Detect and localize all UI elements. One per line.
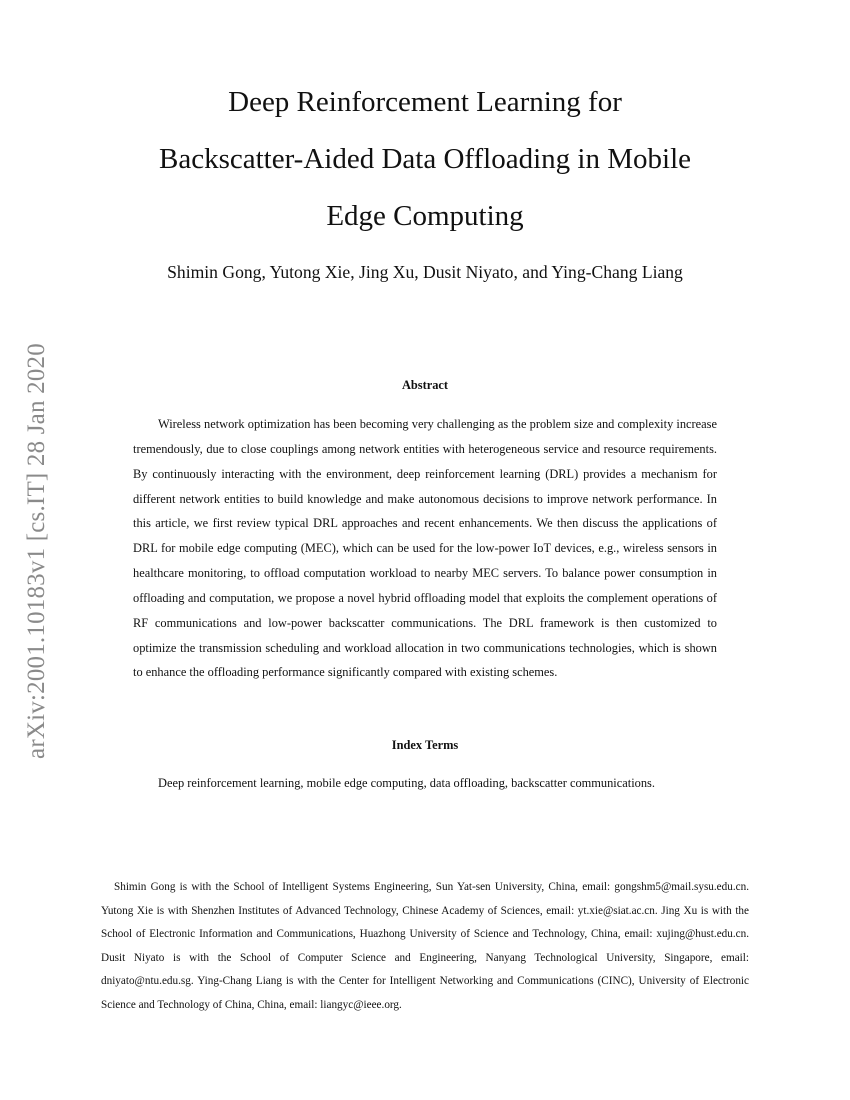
paper-title <box>60 74 790 245</box>
arxiv-identifier: arXiv:2001.10183v1 [cs.IT] 28 Jan 2020 <box>23 343 50 759</box>
arxiv-stamp <box>20 312 54 790</box>
index-terms-body: Deep reinforcement learning, mobile edge computing, data offloading, backscatter communications. <box>158 776 655 790</box>
author-list: Shimin Gong, Yutong Xie, Jing Xu, Dusit Niyato, and Ying-Chang Liang <box>167 262 683 282</box>
title-line: Edge Computing <box>326 200 524 232</box>
author-affiliations-footnote: Shimin Gong is with the School of Intelligent Systems Engineering, Sun Yat-sen University, China, email: gongshm5@mail.sysu.edu.cn. Yutong Xie is with Shenzhen Institutes of Advanced Technology, Chinese Academy of Sciences, email: yt.xie@siat.ac.cn. Jing Xu is with the School of Electronic Information and Communications, Huazhong University of Science and Technology, China, email: xujing@hust.edu.cn. Dusit Niyato is with the School of Computer Science and Engineering, Nanyang Technological University, Singapore, email: dniyato@ntu.edu.sg. Ying-Chang Liang is with the Center for Intelligent Networking and Communications (CINC), University of Electronic Science and Technology of China, China, email: liangyc@ieee.org. <box>101 881 749 1011</box>
abstract-heading: Abstract <box>401 378 449 392</box>
title-line: Backscatter-Aided Data Offloading in Mobile <box>159 143 691 175</box>
index-terms-heading: Index Terms <box>391 738 459 752</box>
abstract-body: Wireless network optimization has been becoming very challenging as the problem size and complexity increase tremendously, due to close couplings among network entities with heterogeneous service and resource requirements. By continuously interacting with the environment, deep reinforcement learning (DRL) provides a mechanism for different network entities to build knowledge and make autonomous decisions to improve network performance. In this article, we first review typical DRL approaches and recent enhancements. We then discuss the applications of DRL for mobile edge computing (MEC), which can be used for the low-power IoT devices, e.g., wireless sensors in healthcare monitoring, to offload computation workload to nearby MEC servers. To balance power consumption in offloading and computation, we propose a novel hybrid offloading model that exploits the complement operations of RF communications and low-power backscatter communications. The DRL framework is then customized to optimize the transmission scheduling and workload allocation in two communications technologies, which is shown to enhance the offloading performance significantly compared with existing schemes. <box>133 417 717 680</box>
title-line: Deep Reinforcement Learning for <box>228 86 622 118</box>
